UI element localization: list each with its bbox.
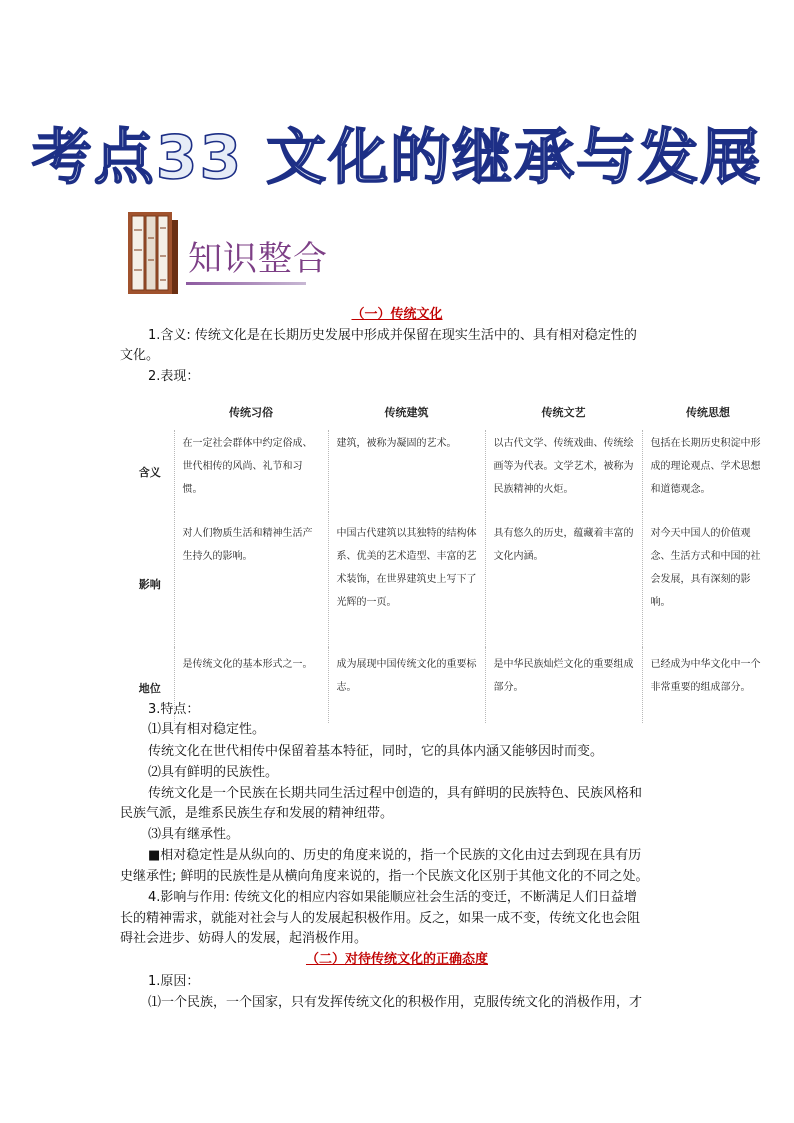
col-header-arts: 传统文艺	[541, 405, 586, 419]
feature-stability-desc: 传统文化在世代相传中保留着基本特征，同时，它的具体内涵又能够因时而变。	[148, 744, 604, 759]
feature-nationality-desc-line2: 民族气派，是维系民族生存和发展的精神纽带。	[120, 806, 394, 821]
paragraph-definition-line1: 1.含义: 传统文化是在长期历史发展中形成并保留在现实生活中的、具有相对稳定性的	[148, 328, 637, 343]
table-cell: 包括在长期历史积淀中形成的理论观点、学术思想和道德观念。	[642, 430, 774, 512]
book-stack-icon	[126, 210, 182, 296]
feature-nationality: ⑵具有鲜明的民族性。	[148, 765, 279, 780]
paragraph-features: 3.特点：	[148, 702, 200, 717]
page-title: 考点33 文化的继承与发展	[31, 123, 763, 193]
row-header-status: 地位	[138, 681, 161, 695]
col-header-architecture: 传统建筑	[384, 405, 429, 419]
table-corner	[126, 394, 174, 430]
paragraph-reason-1: ⑴一个民族，一个国家，只有发挥传统文化的积极作用，克服传统文化的消极作用，才	[148, 995, 643, 1010]
section-heading-traditional-culture: （一）传统文化	[351, 307, 443, 322]
feature-nationality-desc-line1: 传统文化是一个民族在长期共同生活过程中创造的，具有鲜明的民族特色、民族风格和	[148, 786, 643, 801]
feature-inheritance: ⑶具有继承性。	[148, 827, 240, 842]
table-cell: 已经成为中华文化中一个非常重要的组成部分。	[642, 647, 774, 723]
table-cell: 对人们物质生活和精神生活产生持久的影响。	[174, 512, 328, 647]
table-cell: 在一定社会群体中约定俗成、世代相传的风尚、礼节和习惯。	[174, 430, 328, 512]
paragraph-reason: 1.原因：	[148, 974, 200, 989]
section-heading-correct-attitude: （二）对待传统文化的正确态度	[305, 952, 488, 967]
row-header-influence: 影响	[138, 578, 161, 591]
paragraph-influence-line1: 4.影响与作用: 传统文化的相应内容如果能顺应社会生活的变迁，不断满足人们日益增	[148, 890, 637, 905]
table-cell: 中国古代建筑以其独特的结构体系、优美的艺术造型、丰富的艺术装饰，在世界建筑史上写下了光辉的一页。	[328, 512, 485, 647]
table-row	[126, 647, 774, 723]
table-cell: 是中华民族灿烂文化的重要组成部分。	[485, 647, 642, 723]
row-header-meaning: 含义	[138, 465, 161, 479]
note-line1: ■相对稳定性是从纵向的、历史的角度来说的，指一个民族的文化由过去到现在具有历	[148, 848, 642, 863]
table-cell: 以古代文学、传统戏曲、传统绘画等为代表。文学艺术，被称为民族精神的火炬。	[485, 430, 642, 512]
table-cell: 对今天中国人的价值观念、生活方式和中国的社会发展，具有深刻的影响。	[642, 512, 774, 647]
table-row	[126, 430, 774, 512]
paragraph-influence-line3: 碍社会进步、妨碍人的发展，起消极作用。	[120, 931, 368, 946]
table-cell: 具有悠久的历史，蕴藏着丰富的文化内涵。	[485, 512, 642, 647]
col-header-thought: 传统思想	[686, 405, 730, 419]
table-cell: 是传统文化的基本形式之一。	[174, 647, 328, 723]
feature-stability: ⑴具有相对稳定性。	[148, 722, 266, 737]
knowledge-banner	[126, 210, 326, 296]
table-cell: 建筑，被称为凝固的艺术。	[328, 430, 485, 512]
manifestation-table	[126, 394, 774, 723]
banner-label: 知识整合	[188, 239, 328, 279]
paragraph-definition-line2: 文化。	[120, 348, 160, 363]
table-cell: 成为展现中国传统文化的重要标志。	[328, 647, 485, 723]
banner-underline	[186, 282, 306, 285]
col-header-customs: 传统习俗	[229, 405, 273, 419]
note-line2: 史继承性; 鲜明的民族性是从横向角度来说的，指一个民族文化区别于其他文化的不同之处。	[120, 869, 649, 884]
paragraph-influence-line2: 长的精神需求，就能对社会与人的发展起积极作用。反之，如果一成不变，传统文化也会阻	[120, 911, 641, 926]
table-row	[126, 512, 774, 647]
paragraph-manifestation: 2.表现：	[148, 369, 200, 384]
